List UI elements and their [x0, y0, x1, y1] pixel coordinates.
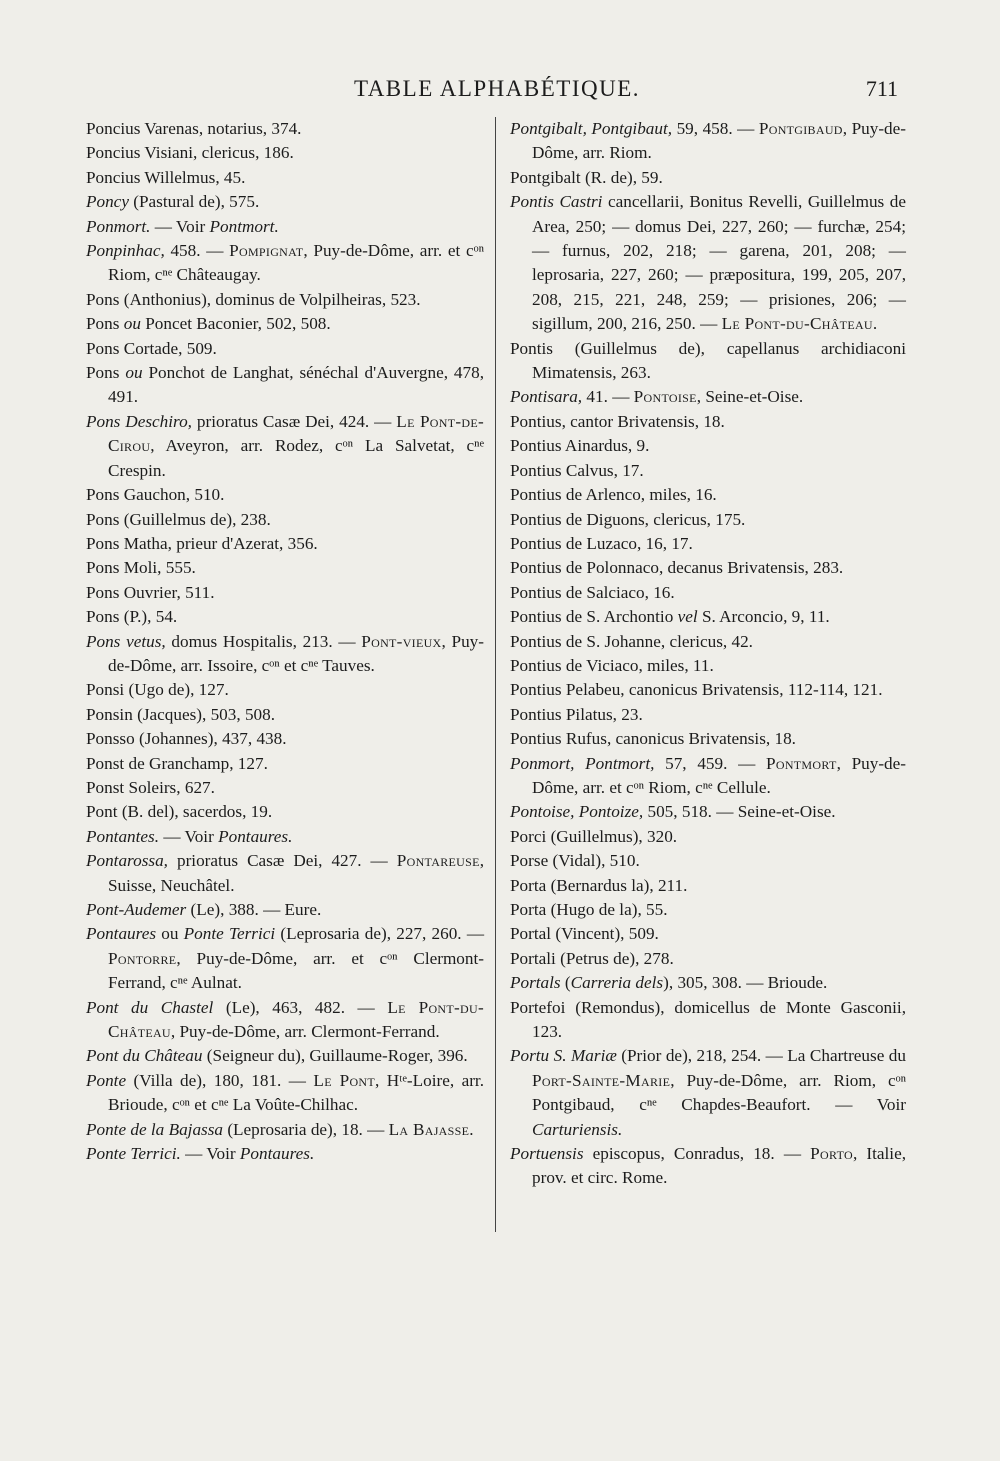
index-entry: [510, 800, 906, 824]
index-entry: [86, 727, 484, 751]
index-entry: [510, 532, 906, 556]
entry-text: , Puy-de-Dôme, arr. Clermont-Ferrand.: [170, 1022, 440, 1042]
entry-text: Pontius de Arlenco, miles, 16.: [510, 485, 717, 505]
entry-text: Pontgibaud: [758, 119, 843, 138]
index-entry: [510, 971, 906, 995]
index-entry: [510, 1142, 906, 1191]
entry-text: Pont du Château: [86, 1046, 203, 1066]
index-entry: [86, 215, 484, 239]
index-entry: [86, 532, 484, 556]
index-entry: [510, 630, 906, 654]
index-entry: [86, 239, 484, 288]
index-entry: [86, 996, 484, 1045]
index-entry: [510, 581, 906, 605]
entry-text: Pontorre: [108, 948, 177, 968]
index-entry: [86, 825, 484, 849]
entry-text: ou: [123, 314, 141, 334]
index-entry: [86, 312, 484, 336]
index-entry: [86, 141, 484, 165]
entry-text: 505, 518. — Seine-et-Oise.: [643, 802, 836, 822]
index-entry: [510, 434, 906, 458]
page-number: 711: [865, 76, 898, 101]
index-entry: [510, 117, 906, 166]
index-entry: [86, 117, 484, 141]
entry-text: , Puy-de-Dôme, arr. Issoire, cᵒⁿ et cⁿᵉ Tauves.: [108, 631, 484, 675]
index-entry: [86, 849, 484, 898]
column-divider: [495, 117, 496, 1232]
entry-text: Pontius Rufus, canonicus Brivatensis, 18.: [510, 729, 796, 749]
index-entry: [86, 1142, 484, 1166]
entry-text: , Hᵗᵉ-Loire, arr. Brioude, cᵒⁿ et cⁿᵉ La Voûte-Chilhac.: [108, 1070, 484, 1115]
entry-text: Porta (Hugo de la), 55.: [510, 900, 668, 919]
entry-text: Pont-Audemer: [86, 900, 187, 919]
index-entry: [86, 166, 484, 190]
entry-text: Porci (Guillelmus), 320.: [510, 826, 678, 846]
entry-text: Pontius de Diguons, clericus, 175.: [510, 509, 746, 529]
index-entry: [86, 898, 484, 922]
entry-text: Pons Deschiro,: [86, 411, 192, 431]
index-entry: [86, 190, 484, 214]
entry-text: (Leprosaria de), 227, 260. —: [275, 924, 485, 944]
entry-text: Ponmort.: [86, 216, 151, 236]
index-entry: [510, 508, 906, 532]
index-entry: [86, 1044, 484, 1068]
index-entry: [510, 678, 906, 702]
entry-text: Portals: [510, 973, 561, 993]
entry-text: Le Pont-du-Château: [108, 997, 484, 1042]
index-entry: [86, 556, 484, 580]
index-entry: [86, 337, 484, 361]
entry-text: 41. —: [582, 387, 634, 407]
entry-text: Portefoi (Remondus), domicellus de Monte Gasconii, 123.: [510, 997, 906, 1042]
entry-text: , Puy-de-Dôme, arr. Riom.: [532, 119, 906, 163]
entry-text: Pontis (Guillelmus de), capellanus archidiaconi Mimatensis, 263.: [510, 338, 906, 383]
entry-text: Pontius Ainardus, 9.: [510, 436, 650, 456]
entry-text: ), 305, 308. — Brioude.: [663, 973, 828, 993]
index-entry: [510, 410, 906, 434]
entry-text: Pons (Guillelmus de), 238.: [86, 509, 271, 529]
entry-text: Pontius Pelabeu, canonicus Brivatensis, 112-114, 121.: [510, 680, 883, 700]
entry-text: (: [560, 973, 571, 993]
entry-text: — Voir: [150, 216, 210, 236]
entry-text: Ponsin (Jacques), 503, 508.: [86, 704, 276, 724]
index-column-right: [510, 117, 906, 1191]
entry-text: Porta (Bernardus la), 211.: [510, 875, 688, 895]
entry-text: Pontius de Salciaco, 16.: [510, 582, 675, 602]
index-entry: [510, 166, 906, 190]
entry-text: Pons Gauchon, 510.: [86, 485, 225, 505]
entry-text: Pontantes.: [86, 826, 160, 846]
index-entry: [86, 410, 484, 483]
entry-text: Pontgibalt (R. de), 59.: [510, 167, 663, 187]
entry-text: Pontarossa,: [86, 851, 168, 871]
index-entry: [510, 556, 906, 580]
entry-text: Ponst de Granchamp, 127.: [86, 753, 268, 773]
index-entry: [86, 508, 484, 532]
index-entry: [510, 849, 906, 873]
index-entry: [86, 288, 484, 312]
entry-text: Ponte Terrici: [183, 924, 276, 944]
index-entry: [510, 996, 906, 1045]
index-entry: [510, 385, 906, 409]
entry-text: (Pastural de), 575.: [128, 192, 260, 212]
index-entry: [510, 605, 906, 629]
entry-text: Pont-vieux: [361, 631, 442, 651]
index-entry: [510, 752, 906, 801]
entry-text: Pontius, cantor Brivatensis, 18.: [510, 411, 725, 431]
entry-text: 59, 458. —: [672, 119, 759, 138]
entry-text: .: [872, 314, 878, 334]
index-entry: [510, 654, 906, 678]
index-entry: [510, 459, 906, 483]
index-entry: [86, 361, 484, 410]
entry-text: , Puy-de-Dôme, arr. et cᵒⁿ Riom, cⁿᵉ Cellule.: [532, 753, 907, 797]
index-column-left: [86, 117, 484, 1166]
index-entry: [86, 605, 484, 629]
entry-text: Pontmort.: [209, 216, 279, 236]
entry-text: Pont du Chastel: [86, 997, 214, 1017]
entry-text: Ponchot de Langhat, sénéchal d'Auvergne, 478, 491.: [108, 363, 485, 407]
index-entry: [86, 630, 484, 679]
entry-text: Pontmort: [766, 753, 837, 773]
index-entry: [86, 752, 484, 776]
entry-text: cancellarii, Bonitus Revelli, Guillelmus de Area, 250; — domus Dei, 227, 260; — furchæ, 254; — furnus, 202, 218; — garena, 201, 208; — leprosaria, 227, 260; — præpositura, 199, 205, 207, 208, 215, 221, 248, 259; — prisiones, 206; — sigillum, 200, 216, 250. —: [532, 192, 906, 334]
entry-text: episcopus, Conradus, 18. —: [583, 1144, 811, 1164]
entry-text: Pontaures: [86, 924, 157, 944]
entry-text: Poncius Varenas, notarius, 374.: [86, 119, 302, 138]
entry-text: Ponmort, Pontmort,: [510, 753, 655, 773]
index-entry: [510, 337, 906, 386]
entry-text: prioratus Casæ Dei, 427. —: [167, 851, 397, 871]
entry-text: Port-Sainte-Marie: [532, 1070, 671, 1090]
index-entry: [510, 483, 906, 507]
page-header: [86, 76, 908, 108]
entry-text: , Puy-de-Dôme, arr. et cᵒⁿ Riom, cⁿᵉ Châteaugay.: [108, 241, 485, 285]
entry-text: , Puy-de-Dôme, arr. et cᵒⁿ Clermont-Ferrand, cⁿᵉ Aulnat.: [108, 948, 484, 993]
entry-text: ou: [156, 924, 184, 944]
entry-text: Pontoise: [633, 387, 697, 407]
entry-text: Portal (Vincent), 509.: [510, 924, 659, 944]
entry-text: Pons: [86, 363, 126, 383]
entry-text: , Suisse, Neuchâtel.: [108, 851, 484, 895]
entry-text: prioratus Casæ Dei, 424. —: [191, 411, 397, 431]
entry-text: .: [469, 1119, 474, 1139]
entry-text: Ponte Terrici.: [86, 1144, 181, 1164]
entry-text: Pons Cortade, 509.: [86, 338, 217, 358]
entry-text: Pontius Pilatus, 23.: [510, 704, 643, 724]
entry-text: Portali (Petrus de), 278.: [510, 948, 674, 968]
entry-text: (Le), 463, 482. —: [213, 997, 388, 1017]
entry-text: Pons: [86, 314, 124, 334]
entry-text: Pontius de Luzaco, 16, 17.: [510, 533, 693, 553]
entry-text: vel: [677, 607, 698, 627]
entry-text: ou: [125, 363, 143, 383]
running-title: TABLE ALPHABÉTIQUE.: [353, 76, 641, 101]
entry-text: Le Pont: [313, 1070, 376, 1090]
entry-text: Pompignat: [229, 241, 304, 261]
index-entry: [510, 825, 906, 849]
index-entry: [86, 922, 484, 995]
index-entry: [86, 776, 484, 800]
entry-text: Portu S. Mariæ: [510, 1046, 617, 1066]
index-entry: [510, 874, 906, 898]
index-entry: [86, 1069, 484, 1118]
entry-text: — Voir: [159, 826, 219, 846]
index-entry: [510, 703, 906, 727]
entry-text: Pons (Anthonius), dominus de Volpilheiras, 523.: [86, 289, 421, 309]
entry-text: Pontius de S. Johanne, clericus, 42.: [510, 631, 753, 651]
entry-text: Ponsi (Ugo de), 127.: [86, 680, 229, 700]
index-entry: [86, 703, 484, 727]
entry-text: , Italie, prov. et circ. Rome.: [532, 1144, 906, 1188]
entry-text: Poncy: [86, 192, 129, 212]
entry-text: Pont (B. del), sacerdos, 19.: [86, 802, 273, 822]
entry-text: Pons vetus,: [86, 631, 166, 651]
entry-text: Pontis Castri: [510, 192, 603, 212]
entry-text: (Leprosaria de), 18. —: [223, 1119, 389, 1139]
entry-text: Pontius Calvus, 17.: [510, 460, 644, 480]
entry-text: Porto: [810, 1144, 853, 1164]
entry-text: Pontisara,: [510, 387, 583, 407]
entry-text: 57, 459. —: [654, 753, 766, 773]
index-entry: [510, 947, 906, 971]
entry-text: Pontius de S. Archontio: [510, 607, 678, 627]
index-entry: [510, 1044, 906, 1142]
index-entry: [86, 483, 484, 507]
entry-text: S. Arconcio, 9, 11.: [697, 607, 830, 627]
entry-text: La Bajasse: [388, 1119, 470, 1139]
entry-text: Pontaures.: [239, 1144, 315, 1164]
entry-text: Le Pont-du-Château: [721, 314, 873, 334]
entry-text: Poncius Willelmus, 45.: [86, 167, 246, 187]
entry-text: Pontareuse: [396, 851, 480, 871]
index-entry: [86, 581, 484, 605]
entry-text: Pontoise, Pontoize,: [510, 802, 644, 822]
entry-text: Pons (P.), 54.: [86, 607, 178, 627]
entry-text: Pons Moli, 555.: [86, 558, 196, 578]
entry-text: (Le), 388. — Eure.: [186, 900, 322, 919]
entry-text: Le Pont-de-Cirou: [108, 411, 485, 456]
entry-text: (Villa de), 180, 181. —: [126, 1070, 314, 1090]
entry-text: Ponpinhac,: [86, 241, 165, 261]
entry-text: — Voir: [180, 1144, 240, 1164]
entry-text: Pons Matha, prieur d'Azerat, 356.: [86, 533, 318, 553]
entry-text: Pontaures.: [218, 826, 293, 846]
entry-text: Pontius de Viciaco, miles, 11.: [510, 655, 714, 675]
entry-text: Portuensis: [510, 1144, 584, 1164]
index-entry: [86, 678, 484, 702]
entry-text: , Seine-et-Oise.: [696, 387, 804, 407]
index-entry: [510, 727, 906, 751]
index-entry: [510, 898, 906, 922]
entry-text: Carturiensis.: [532, 1119, 623, 1139]
entry-text: , Aveyron, arr. Rodez, cᵒⁿ La Salvetat, cⁿᵉ Crespin.: [108, 436, 484, 480]
entry-text: (Prior de), 218, 254. — La Chartreuse du: [616, 1046, 906, 1066]
index-entry: [86, 1118, 484, 1142]
entry-text: Pontgibalt, Pontgibaut,: [510, 119, 673, 138]
entry-text: (Seigneur du), Guillaume-Roger, 396.: [202, 1046, 468, 1066]
entry-text: Poncius Visiani, clericus, 186.: [86, 143, 294, 163]
index-entry: [86, 800, 484, 824]
index-entry: [510, 922, 906, 946]
entry-text: , Puy-de-Dôme, arr. Riom, cᵒⁿ Pontgibaud, cⁿᵉ Chapdes-Beaufort. — Voir: [532, 1070, 906, 1115]
entry-text: Carreria dels: [570, 973, 664, 993]
entry-text: Porse (Vidal), 510.: [510, 851, 640, 871]
entry-text: Ponte de la Bajassa: [86, 1119, 224, 1139]
entry-text: domus Hospitalis, 213. —: [165, 631, 362, 651]
entry-text: 458. —: [164, 241, 230, 261]
entry-text: Ponsso (Johannes), 437, 438.: [86, 729, 287, 749]
entry-text: Pons Ouvrier, 511.: [86, 582, 215, 602]
entry-text: Ponst Soleirs, 627.: [86, 777, 215, 797]
entry-text: Poncet Baconier, 502, 508.: [140, 314, 331, 334]
entry-text: Ponte: [86, 1070, 127, 1090]
index-entry: [510, 190, 906, 336]
entry-text: Pontius de Polonnaco, decanus Brivatensis, 283.: [510, 558, 844, 578]
